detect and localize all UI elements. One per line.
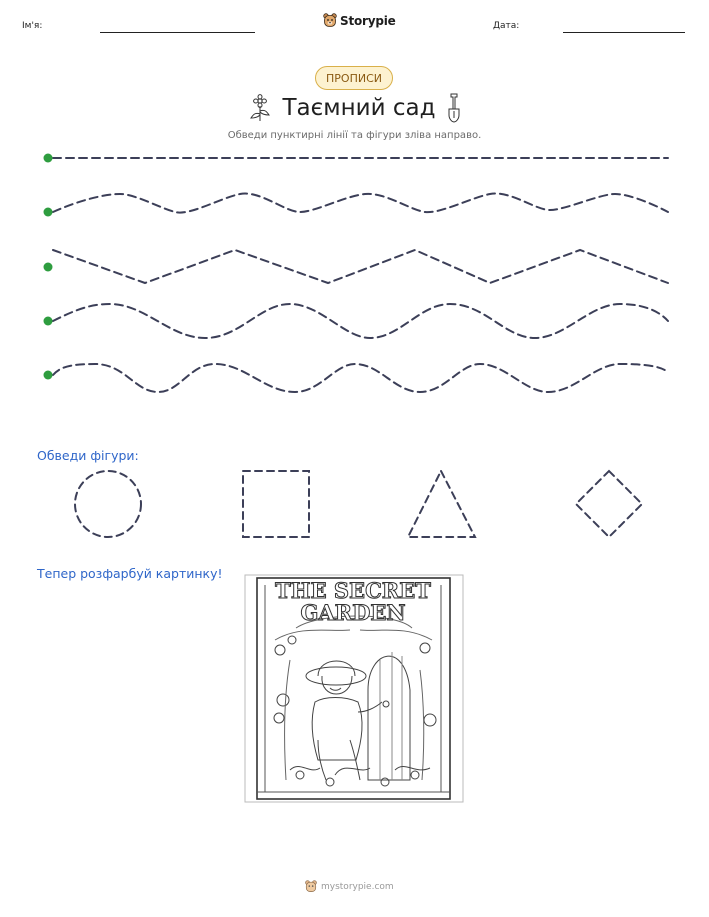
picture-title-line1: THE SECRET xyxy=(275,578,431,603)
shapes-section-label: Обведи фігури: xyxy=(37,448,139,463)
bear-head-icon xyxy=(305,880,317,893)
start-dot-4 xyxy=(44,317,53,326)
logo-text: Storypie xyxy=(340,13,396,28)
start-dot-5 xyxy=(44,371,53,380)
date-label: Дата: xyxy=(493,21,520,31)
start-dot-1 xyxy=(44,154,53,163)
footer xyxy=(305,880,394,893)
category-badge: ПРОПИСИ xyxy=(315,66,393,90)
instructions: Обведи пунктирні лінії та фігури зліва направо. xyxy=(227,130,482,141)
start-dot-2 xyxy=(44,208,53,217)
trace-line-rounded-wave xyxy=(53,364,668,392)
start-dot-3 xyxy=(44,263,53,272)
trace-line-wave xyxy=(53,193,668,212)
name-label: Ім'я: xyxy=(22,21,43,31)
footer-text: mystorypie.com xyxy=(321,881,394,892)
trace-line-wave-2 xyxy=(53,304,668,338)
page-title: Таємний сад xyxy=(282,95,436,121)
trace-shape-square xyxy=(243,471,309,537)
trace-shape-triangle xyxy=(408,471,475,537)
trace-line-zigzag xyxy=(53,250,668,283)
picture-title-line2: GARDEN xyxy=(300,600,406,625)
trace-shape-diamond xyxy=(576,471,642,537)
trace-shape-circle xyxy=(75,471,141,537)
coloring-section-label: Тепер розфарбуй картинку! xyxy=(37,566,223,581)
